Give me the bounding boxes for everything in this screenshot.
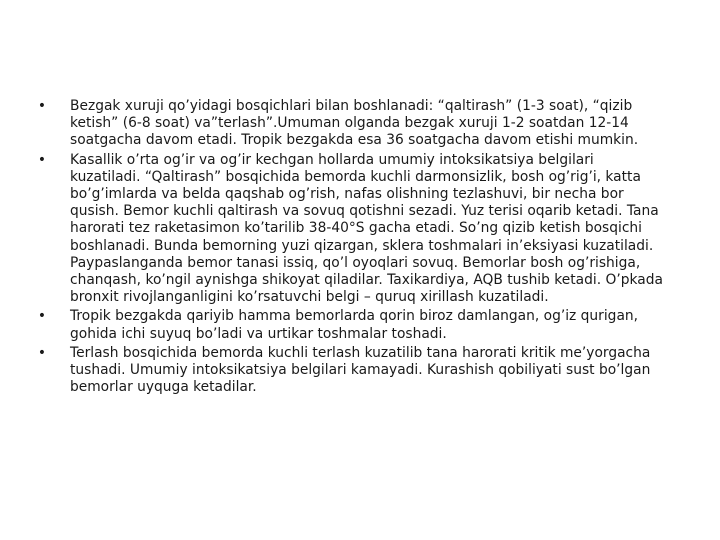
bullet-icon: •	[37, 98, 47, 114]
bullet-text-1: Bezgak xuruji qo’yidagi bosqichlari bilan boshlanadi: “qaltirash” (1-3 soat), “qizib ketish” (6-8 soat) va”terlash”.Umuman olganda bezgak xuruji 1-2 soatdan 12-14 soatgacha davom etadi. Tropik bezgakda esa 36 soatgacha davom etishi mumkin.	[70, 98, 639, 149]
bullet-text-4: Terlash bosqichida bemorda kuchli terlash kuzatilib tana harorati kritik me’yorgacha tushadi. Umumiy intoksikatsiya belgilari kamayadi. Kurashish qobiliyati sust bo’lgan bemorlar uyquga ketadilar.	[70, 344, 651, 396]
bullet-icon: •	[37, 151, 47, 168]
bullet-list	[36, 98, 666, 398]
bullet-text-2: Kasallik o’rta og’ir va og’ir kechgan hollarda umumiy intoksikatsiya belgilari kuzatiladi. “Qaltirash” bosqichida bemorda kuchli darmonsizlik, bosh og’rig’i, katta bo’g’imlarda va belda qaqshab og’rish, nafas olishning tezlashuvi, bir necha bor qusish. Bemor kuchli qaltirash va sovuq qotishni sezadi. Yuz terisi oqarib ketadi. Tana harorati tez raketasimon ko’tarilib 38-40°S gacha etadi. So’ng qizib ketish bosqichi boshlanadi. Bunda bemorning yuzi qizargan, sklera toshmalari in’eksiyasi kuzatiladi. Paypaslanganda bemor tanasi issiq, qo’l oyoqlari sovuq. Bemorlar bosh og’rishiga, chanqash, ko’ngil aynishga shikoyat qiladilar. Taxikardiya, AQB tushib ketadi. O’pkada bronxit rivojlanganligini ko’rsatuvchi belgi – quruq xirillash kuzatiladi.	[70, 151, 663, 306]
bullet-icon: •	[37, 344, 47, 361]
bullet-item-3	[36, 308, 666, 342]
bullet-item-1	[36, 98, 666, 150]
bullet-text-3: Tropik bezgakda qariyib hamma bemorlarda qorin biroz damlangan, og’iz qurigan, gohida ichi suyuq bo’ladi va urtikar toshmalar toshadi.	[70, 308, 639, 342]
bullet-item-4	[36, 345, 666, 397]
bullet-item-2	[36, 152, 666, 307]
bullet-icon: •	[37, 308, 47, 325]
